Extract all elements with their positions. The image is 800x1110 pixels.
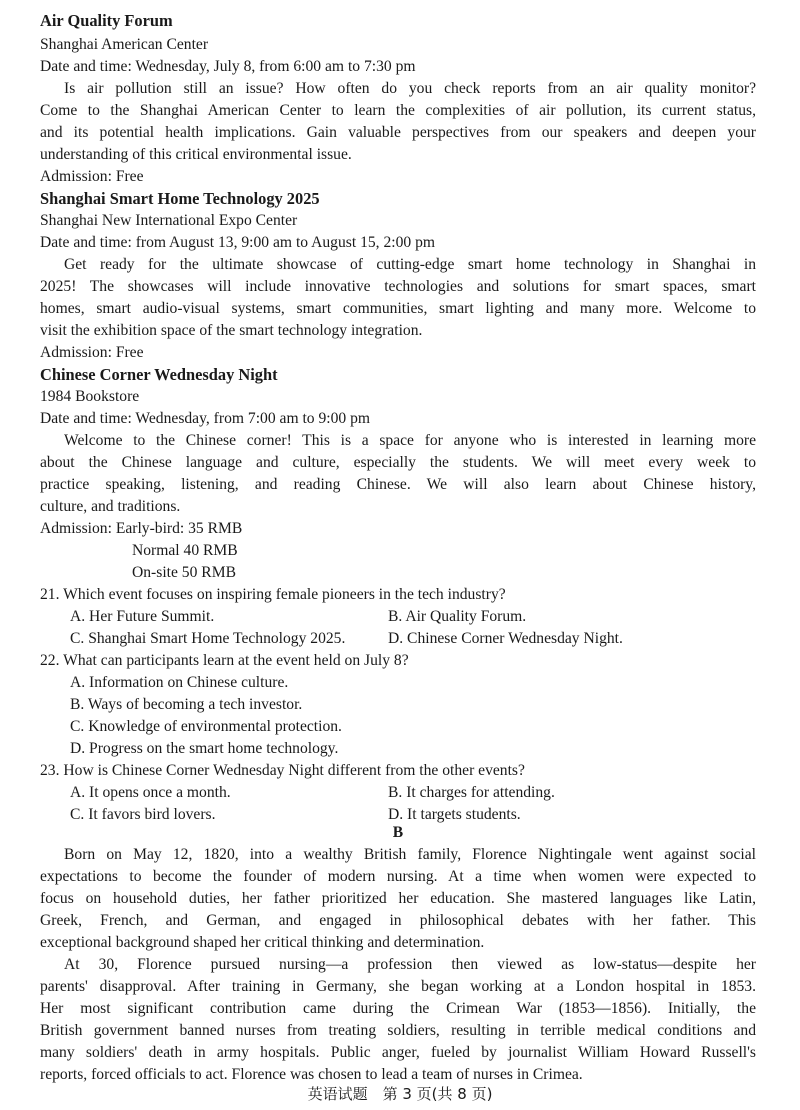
question-stem: 22. What can participants learn at the event held on July 8? [40, 652, 409, 669]
question-option: C. It favors bird lovers. [70, 806, 216, 823]
event-desc-line: homes, smart audio-visual systems, smart communities, smart lighting and many more. Welcome to [40, 300, 756, 317]
event-desc-line: about the Chinese language and culture, especially the students. We will meet every week to [40, 454, 756, 471]
question-option: B. Ways of becoming a tech investor. [70, 696, 303, 713]
question-stem: 23. How is Chinese Corner Wednesday Night different from the other events? [40, 762, 525, 779]
passage-line: many soldiers' death in army hospitals. Public anger, fueled by journalist William Howard Russell's [40, 1044, 756, 1061]
event-title: Air Quality Forum [40, 11, 173, 30]
passage-line: exceptional background shaped her critical thinking and determination. [40, 934, 485, 951]
event-datetime: Date and time: Wednesday, July 8, from 6:00 am to 7:30 pm [40, 58, 416, 75]
event-desc-line: practice speaking, listening, and reading Chinese. We will also learn about Chinese history, [40, 476, 756, 493]
passage-line: British government banned nurses from treating soldiers, resulting in terrible medical conditions and [40, 1022, 756, 1039]
admission-price: On-site 50 RMB [132, 564, 236, 581]
passage-line: Born on May 12, 1820, into a wealthy British family, Florence Nightingale went against social [64, 846, 756, 863]
passage-line: Her most significant contribution came during the Crimean War (1853—1856). Initially, the [40, 1000, 756, 1017]
page-footer: 英语试题 第 3 页(共 8 页) [307, 1085, 493, 1103]
event-desc-line: Welcome to the Chinese corner! This is a space for anyone who is interested in learning more [64, 432, 756, 449]
question-stem: 21. Which event focuses on inspiring female pioneers in the tech industry? [40, 586, 506, 603]
event-venue: Shanghai New International Expo Center [40, 212, 298, 229]
question-option: B. It charges for attending. [388, 784, 555, 801]
event-admission: Admission: Free [40, 168, 144, 185]
event-venue: Shanghai American Center [40, 36, 209, 53]
question-option: C. Knowledge of environmental protection. [70, 718, 342, 735]
question-option: A. Her Future Summit. [70, 608, 215, 625]
question-option: D. It targets students. [388, 806, 521, 823]
question-option: B. Air Quality Forum. [388, 608, 527, 625]
passage-line: expectations to become the founder of modern nursing. At a time when women were expected to [40, 868, 756, 885]
question-option: C. Shanghai Smart Home Technology 2025. [70, 630, 346, 647]
event-admission: Admission: Early-bird: 35 RMB [40, 520, 243, 537]
event-admission: Admission: Free [40, 344, 144, 361]
passage-line: Greek, French, and German, and engaged in philosophical debates with her father. This [40, 912, 756, 929]
event-desc-line: culture, and traditions. [40, 498, 181, 515]
event-desc-line: 2025! The showcases will include innovative technologies and solutions for smart spaces, smart [40, 278, 756, 295]
question-option: A. It opens once a month. [70, 784, 231, 801]
event-desc-line: Come to the Shanghai American Center to learn the complexities of air pollution, its current status, [40, 102, 756, 119]
event-venue: 1984 Bookstore [40, 388, 140, 405]
question-option: D. Chinese Corner Wednesday Night. [388, 630, 623, 647]
event-title: Chinese Corner Wednesday Night [40, 365, 278, 384]
event-desc-line: understanding of this critical environmental issue. [40, 146, 352, 163]
passage-line: parents' disapproval. After training in Germany, she began working at a London hospital in 1853. [40, 978, 756, 995]
event-desc-line: Is air pollution still an issue? How often do you check reports from an air quality monitor? [64, 80, 756, 97]
event-datetime: Date and time: Wednesday, from 7:00 am to 9:00 pm [40, 410, 371, 427]
question-option: D. Progress on the smart home technology. [70, 740, 339, 757]
event-title: Shanghai Smart Home Technology 2025 [40, 189, 320, 208]
event-desc-line: Get ready for the ultimate showcase of cutting-edge smart home technology in Shanghai in [64, 256, 756, 273]
passage-line: At 30, Florence pursued nursing—a profession then viewed as low-status—despite her [64, 956, 756, 973]
admission-price: Normal 40 RMB [132, 542, 238, 559]
question-option: A. Information on Chinese culture. [70, 674, 289, 691]
event-desc-line: and its potential health implications. Gain valuable perspectives from our speakers and deepen your [40, 124, 756, 141]
passage-line: focus on household duties, her father prioritized her education. She mastered languages like Latin, [40, 890, 756, 907]
section-label: B [392, 824, 404, 841]
passage-line: reports, forced officials to act. Florence was chosen to lead a team of nurses in Crimea. [40, 1066, 583, 1083]
event-datetime: Date and time: from August 13, 9:00 am to August 15, 2:00 pm [40, 234, 436, 251]
event-desc-line: visit the exhibition space of the smart technology integration. [40, 322, 423, 339]
